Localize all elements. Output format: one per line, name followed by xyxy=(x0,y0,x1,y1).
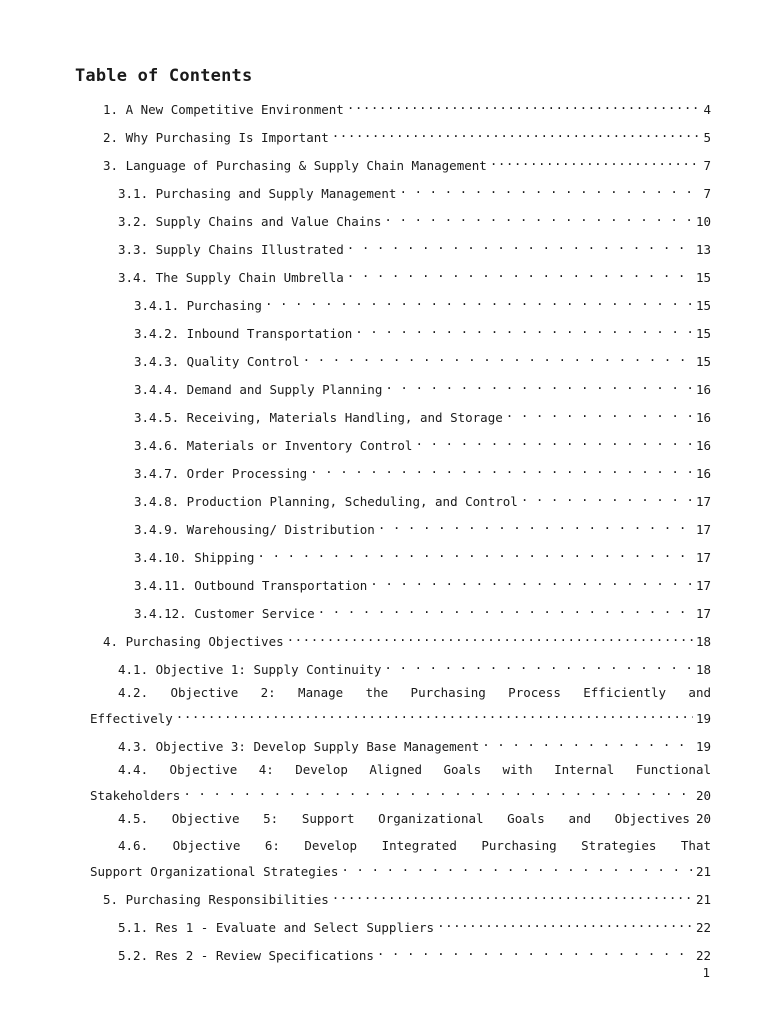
toc-entry[interactable] xyxy=(90,782,711,803)
toc-entry-label: 3.4.7. Order Processing xyxy=(134,466,308,481)
toc-entry[interactable] xyxy=(118,180,711,201)
toc-leader xyxy=(183,782,693,800)
toc-entry-line1[interactable] xyxy=(118,761,711,779)
toc-page-number: 17 xyxy=(695,578,711,593)
toc-leader xyxy=(303,348,693,366)
toc-entry[interactable] xyxy=(118,656,711,677)
toc-page-number: 15 xyxy=(695,270,711,285)
toc-leader xyxy=(415,432,692,450)
toc-leader xyxy=(176,705,693,723)
toc-page-number: 16 xyxy=(695,410,711,425)
toc-entry-label: 3.4.2. Inbound Transportation xyxy=(134,326,353,341)
toc-entry-label: 4.1. Objective 1: Supply Continuity xyxy=(118,662,382,677)
toc-entry-label: 3.4.5. Receiving, Materials Handling, and Storage xyxy=(134,410,503,425)
toc-entry-label: 2. Why Purchasing Is Important xyxy=(103,130,329,145)
toc-page-number: 15 xyxy=(695,354,711,369)
toc-entry-label: 3.2. Supply Chains and Value Chains xyxy=(118,214,382,229)
toc-entry-label: 3.4.3. Quality Control xyxy=(134,354,300,369)
toc-entry-label: 4.5. Objective 5: Support Organizational Goals and Objectives xyxy=(118,811,690,826)
toc-entry-label: 4.6. Objective 6: Develop Integrated Purchasing Strategies That xyxy=(118,838,711,853)
toc-leader xyxy=(377,942,693,960)
toc-entry[interactable] xyxy=(103,886,711,907)
toc-leader xyxy=(347,96,701,114)
toc-entry-label: 3.4.11. Outbound Transportation xyxy=(134,578,368,593)
toc-entry[interactable] xyxy=(118,236,711,257)
toc-page-number: 16 xyxy=(695,466,711,481)
page-number: 1 xyxy=(702,965,710,980)
toc-entry-label: 3.4.6. Materials or Inventory Control xyxy=(134,438,413,453)
toc-page-number: 17 xyxy=(695,550,711,565)
toc-leader xyxy=(482,733,693,751)
toc-leader xyxy=(341,858,693,876)
toc-entry[interactable] xyxy=(103,124,711,145)
toc-entry-label: Support Organizational Strategies xyxy=(90,864,339,879)
toc-page-number: 21 xyxy=(695,892,711,907)
toc-leader xyxy=(332,124,701,142)
toc-page-number: 21 xyxy=(695,864,711,879)
toc-leader xyxy=(378,516,693,534)
toc-page-number: 16 xyxy=(695,438,711,453)
toc-entry[interactable] xyxy=(134,432,711,453)
toc-entry[interactable] xyxy=(134,292,711,313)
toc-entry[interactable] xyxy=(118,914,711,935)
toc-page-number: 19 xyxy=(695,711,711,726)
toc-entry[interactable] xyxy=(90,858,711,879)
toc-page-number: 4 xyxy=(703,102,711,117)
toc-entry-label: 4.2. Objective 2: Manage the Purchasing Process Efficiently and xyxy=(118,685,711,700)
toc-leader xyxy=(370,572,693,590)
toc-page-number: 15 xyxy=(695,326,711,341)
toc-leader xyxy=(384,656,693,674)
toc-leader xyxy=(287,628,693,646)
toc-entry-label: 3.4.9. Warehousing/ Distribution xyxy=(134,522,375,537)
toc-leader xyxy=(318,600,693,618)
toc-entry-label: 3.4.8. Production Planning, Scheduling, and Control xyxy=(134,494,518,509)
toc-page-number: 15 xyxy=(695,298,711,313)
toc-entry-line1[interactable] xyxy=(118,837,711,855)
toc-entry[interactable] xyxy=(90,705,711,726)
toc-page-number: 17 xyxy=(695,494,711,509)
toc-page-number: 20 xyxy=(695,811,711,826)
toc-page-number: 17 xyxy=(695,522,711,537)
toc-leader xyxy=(257,544,693,562)
toc-entry-line1[interactable] xyxy=(118,684,711,702)
toc-page-number: 5 xyxy=(703,130,711,145)
toc-page-number: 18 xyxy=(695,662,711,677)
toc-leader xyxy=(521,488,693,506)
toc-page-number: 7 xyxy=(703,186,711,201)
toc-entry-label: 3. Language of Purchasing & Supply Chain Management xyxy=(103,158,487,173)
toc-entry[interactable] xyxy=(118,733,711,754)
toc-page-number: 19 xyxy=(695,739,711,754)
toc-page-number: 20 xyxy=(695,788,711,803)
toc-entry[interactable] xyxy=(103,96,711,117)
toc-entry[interactable] xyxy=(134,600,711,621)
page-title: Table of Contents xyxy=(75,66,253,86)
toc-entry[interactable] xyxy=(118,942,711,963)
toc-entry[interactable] xyxy=(134,488,711,509)
toc-entry-label: 5.1. Res 1 - Evaluate and Select Suppliers xyxy=(118,920,435,935)
toc-leader xyxy=(399,180,700,198)
toc-leader xyxy=(347,236,693,254)
toc-page-number: 22 xyxy=(695,948,711,963)
toc-entry-label: 3.4.4. Demand and Supply Planning xyxy=(134,382,383,397)
toc-entry-label: Stakeholders xyxy=(90,788,181,803)
toc-leader xyxy=(490,152,701,170)
toc-entry-label: 4.4. Objective 4: Develop Aligned Goals with Internal Functional xyxy=(118,762,711,777)
toc-entry-label: 4. Purchasing Objectives xyxy=(103,634,284,649)
toc-entry[interactable] xyxy=(134,320,711,341)
toc-entry-label: 1. A New Competitive Environment xyxy=(103,102,344,117)
toc-entry-label: 5. Purchasing Responsibilities xyxy=(103,892,329,907)
toc-leader xyxy=(332,886,693,904)
toc-leader xyxy=(385,376,693,394)
toc-page-number: 22 xyxy=(695,920,711,935)
toc-entry-label: 5.2. Res 2 - Review Specifications xyxy=(118,948,374,963)
toc-entry-label: 3.3. Supply Chains Illustrated xyxy=(118,242,344,257)
toc-entry-label: 3.4.12. Customer Service xyxy=(134,606,315,621)
toc-page-number: 13 xyxy=(695,242,711,257)
toc-leader xyxy=(355,320,693,338)
toc-leader xyxy=(437,914,693,932)
toc-entry[interactable] xyxy=(134,404,711,425)
toc-entry[interactable] xyxy=(118,264,711,285)
toc-leader xyxy=(265,292,693,310)
toc-entry-label: 4.3. Objective 3: Develop Supply Base Management xyxy=(118,739,480,754)
toc-page-number: 10 xyxy=(695,214,711,229)
toc-entry[interactable] xyxy=(134,572,711,593)
toc-entry-label: 3.4.1. Purchasing xyxy=(134,298,262,313)
toc-entry[interactable] xyxy=(118,810,711,828)
toc-leader xyxy=(347,264,693,282)
toc-entry[interactable] xyxy=(134,460,711,481)
toc-entry[interactable] xyxy=(134,544,711,565)
toc-page-number: 16 xyxy=(695,382,711,397)
toc-leader xyxy=(310,460,693,478)
toc-entry-label: Effectively xyxy=(90,711,173,726)
toc-entry[interactable] xyxy=(134,516,711,537)
toc-entry[interactable] xyxy=(118,208,711,229)
toc-entry[interactable] xyxy=(134,376,711,397)
toc-page-number: 7 xyxy=(703,158,711,173)
toc-entry[interactable] xyxy=(103,152,711,173)
toc-entry-label: 3.4. The Supply Chain Umbrella xyxy=(118,270,344,285)
toc-entry-label: 3.4.10. Shipping xyxy=(134,550,255,565)
toc-entry[interactable] xyxy=(134,348,711,369)
toc-page-number: 17 xyxy=(695,606,711,621)
toc-leader xyxy=(384,208,693,226)
toc-entry[interactable] xyxy=(103,628,711,649)
toc-page-number: 18 xyxy=(695,634,711,649)
toc-leader xyxy=(506,404,693,422)
toc-entry-label: 3.1. Purchasing and Supply Management xyxy=(118,186,397,201)
